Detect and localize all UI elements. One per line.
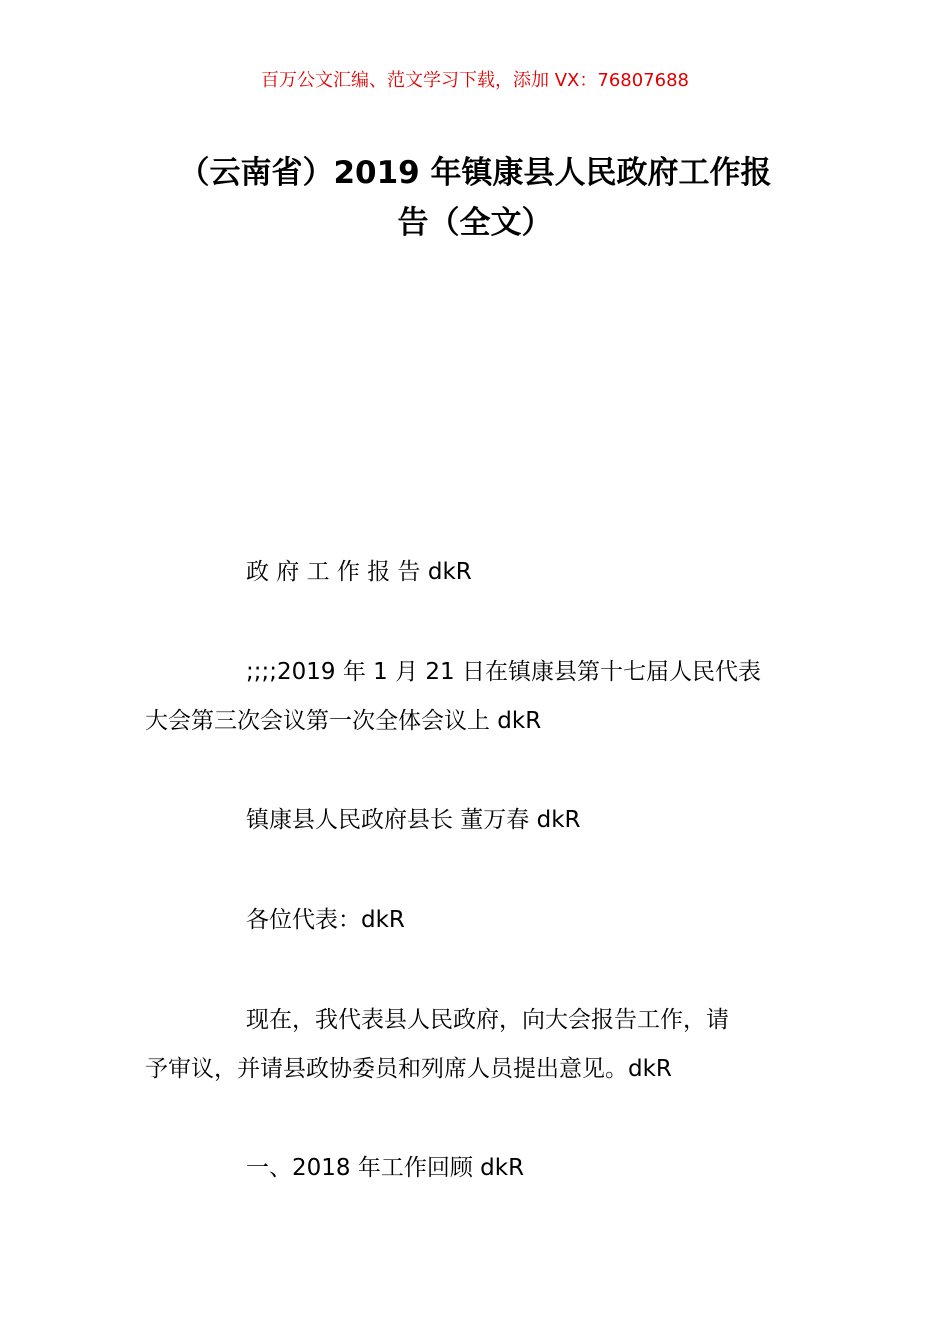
speaker-line bbox=[145, 796, 815, 845]
opening-line-2: 予审议，并请县政协委员和列席人员提出意见。dkR bbox=[145, 1056, 672, 1082]
salutation-text: 各位代表：dkR bbox=[246, 907, 405, 933]
opening-line-1: 现在，我代表县人民政府，向大会报告工作，请 bbox=[246, 1007, 729, 1033]
document-title-line-1: （云南省）2019 年镇康县人民政府工作报 bbox=[178, 155, 772, 191]
document-title-line-2: 告（全文） bbox=[397, 205, 553, 241]
opening-paragraph bbox=[145, 996, 815, 1094]
meeting-info-line-1: ;;;;2019 年 1 月 21 日在镇康县第十七届人民代表 bbox=[246, 659, 761, 685]
speaker-line-text: 镇康县人民政府县长 董万春 dkR bbox=[246, 807, 581, 833]
salutation bbox=[145, 896, 815, 945]
section-heading-text: 一、2018 年工作回顾 dkR bbox=[246, 1155, 525, 1181]
meeting-info-paragraph bbox=[145, 648, 815, 746]
meeting-info-line-2: 大会第三次会议第一次全体会议上 dkR bbox=[145, 708, 542, 734]
section-heading bbox=[145, 1144, 815, 1193]
header-note: 百万公文汇编、范文学习下载，添加 VX：76807688 bbox=[261, 70, 689, 91]
document-title bbox=[140, 148, 810, 248]
report-heading-line: 政 府 工 作 报 告 dkR bbox=[246, 559, 472, 585]
report-heading bbox=[145, 548, 815, 597]
